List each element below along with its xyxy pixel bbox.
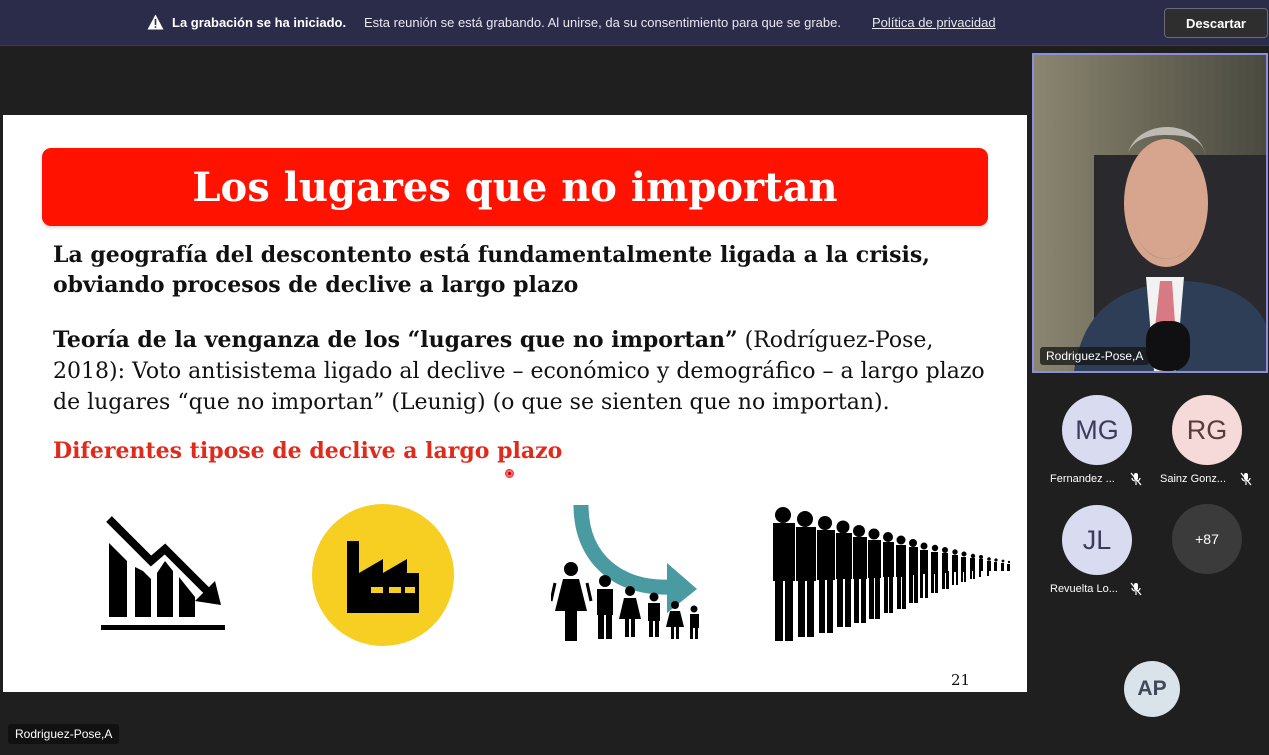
slide-page-number: 21 bbox=[951, 671, 971, 689]
shrinking-population-icon bbox=[551, 501, 703, 645]
mic-muted-icon bbox=[1130, 472, 1142, 486]
participant-tile[interactable] bbox=[1032, 488, 1142, 595]
participant-tile[interactable] bbox=[1142, 378, 1252, 485]
laser-pointer bbox=[505, 469, 514, 478]
speaker-name-tag: Rodriguez-Pose,A bbox=[1040, 347, 1149, 365]
factory-icon bbox=[311, 503, 455, 647]
participant-name: Revuelta Lo... bbox=[1050, 583, 1118, 595]
avatar: RG bbox=[1172, 395, 1242, 465]
recording-title: La grabación se ha iniciado. bbox=[172, 15, 347, 30]
shared-slide bbox=[3, 115, 1027, 692]
more-participants-button[interactable]: +87 bbox=[1172, 504, 1242, 574]
recording-banner bbox=[0, 0, 1269, 46]
avatar[interactable]: AP bbox=[1124, 661, 1180, 717]
participant-tile[interactable] bbox=[1032, 378, 1142, 485]
mic-muted-icon bbox=[1130, 582, 1142, 596]
slide-paragraph-1: La geografía del descontento está fundamentalmente ligada a la crisis, obviando procesos de declive a largo plazo bbox=[53, 242, 930, 298]
slide-paragraph-2 bbox=[53, 325, 993, 418]
participant-name: Sainz Gonz... bbox=[1160, 473, 1227, 485]
shared-screen-owner-tag: Rodriguez-Pose,A bbox=[8, 724, 119, 744]
participant-name: Fernandez ... bbox=[1050, 473, 1115, 485]
warning-icon bbox=[147, 14, 164, 30]
avatar: MG bbox=[1062, 395, 1132, 465]
avatar: JL bbox=[1062, 505, 1132, 575]
slide-paragraph-2-rest: (Rodríguez-Pose, 2018): Voto antisistema ligado al declive – económico y demográfico – a largo plazo de lugares “que no importan” (Leunig) (o que se sienten que no importan). bbox=[53, 328, 985, 415]
slide-paragraph-3: Diferentes tipose de declive a largo plazo bbox=[53, 438, 563, 464]
speaker-video-feed bbox=[1034, 55, 1266, 371]
declining-chart-icon bbox=[99, 513, 227, 635]
speaker-video[interactable] bbox=[1032, 53, 1268, 373]
participant-gallery bbox=[1032, 378, 1269, 755]
mic-muted-icon bbox=[1240, 472, 1252, 486]
slide-title: Los lugares que no importan bbox=[42, 148, 988, 226]
dismiss-button[interactable]: Descartar bbox=[1164, 8, 1268, 38]
queue-of-people-icon bbox=[769, 505, 1013, 645]
recording-message: Esta reunión se está grabando. Al unirse, da su consentimiento para que se grabe. bbox=[364, 15, 841, 30]
privacy-policy-link[interactable]: Política de privacidad bbox=[872, 15, 996, 30]
slide-paragraph-2-bold: Teoría de la venganza de los “lugares que no importan” bbox=[53, 327, 738, 353]
